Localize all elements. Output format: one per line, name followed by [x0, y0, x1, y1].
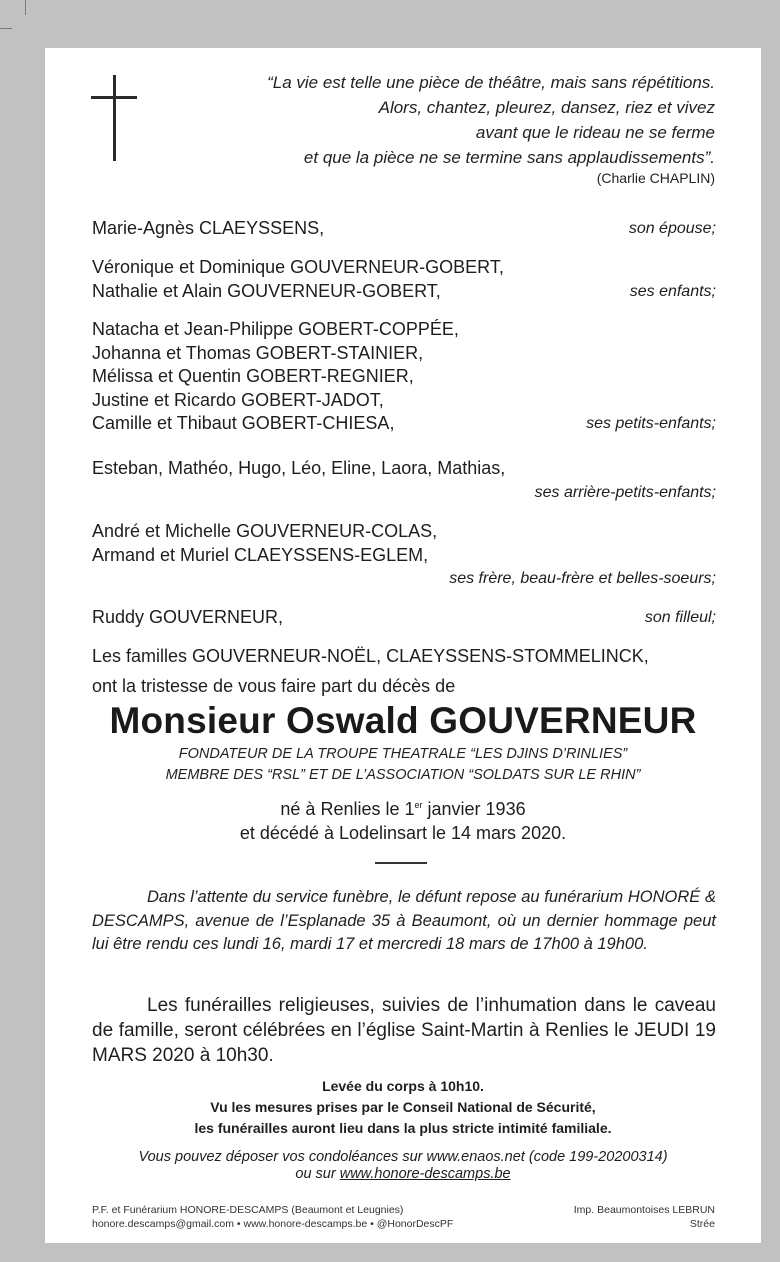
birth-text: né à Renlies le 1 — [280, 799, 415, 819]
family-name: Mélissa et Quentin GOBERT-REGNIER, — [92, 366, 414, 386]
family-group-grandchildren — [92, 318, 716, 436]
cross-icon-bar — [91, 96, 137, 99]
family-relation: son filleul; — [644, 609, 716, 626]
quote-line: Alors, chantez, pleurez, dansez, riez et vivez — [378, 98, 715, 117]
footer-line: P.F. et Funérarium HONORE-DESCAMPS (Beaumont et Leugnies) — [92, 1204, 404, 1216]
notice-line: Levée du corps à 10h10. — [322, 1078, 484, 1094]
footer-contact-line: honore.descamps@gmail.com • www.honore-descamps.be • @HonorDescPF — [92, 1218, 454, 1230]
family-name: Justine et Ricardo GOBERT-JADOT, — [92, 389, 384, 410]
family-name: Camille et Thibaut GOBERT-CHIESA, — [92, 413, 395, 433]
family-relation: ses enfants; — [629, 282, 716, 300]
special-notice — [45, 1076, 761, 1139]
family-name: André et Michelle GOUVERNEUR-COLAS, — [92, 521, 438, 541]
family-name: Nathalie et Alain GOUVERNEUR-GOBERT, — [92, 280, 441, 301]
family-relation: ses petits-enfants; — [586, 415, 716, 432]
quote-line: avant que le rideau ne se ferme — [475, 123, 715, 142]
family-group-godson — [92, 606, 716, 630]
cross-icon — [113, 75, 116, 161]
website-link[interactable]: www.honore-descamps.be — [339, 1166, 511, 1182]
family-name: Les familles GOUVERNEUR-NOËL, CLAEYSSENS-STOMMELINCK, — [92, 646, 649, 666]
announcement-text: ont la tristesse de vous faire part du décès de — [92, 676, 456, 696]
family-group-spouse — [92, 217, 716, 241]
family-relation: son épouse; — [628, 220, 716, 237]
birth-date — [45, 793, 761, 821]
footer-line: Imp. Beaumontoises LEBRUN — [573, 1204, 715, 1216]
funeral-paragraph: Les funérailles religieuses, suivies de l’inhumation dans le caveau de famille, seront célébrées en l’église Saint-Martin à Renlies le JEUDI 19 MARS 2020 à 10h30. — [92, 995, 716, 1066]
visitation-paragraph: Dans l’attente du service funèbre, le défunt repose au funérarium HONORÉ & DESCAMPS, avenue de l’Esplanade 35 à Beaumont, où un dernier hommage peut lui être rendu ces lundi 16, mardi 17 et mercredi 18 mars de 17h00 à 19h00. — [92, 888, 716, 953]
life-dates — [45, 793, 761, 845]
family-group-families — [92, 641, 716, 701]
deceased-title: FONDATEUR DE LA TROUPE THEATRALE “LES DJINS D’RINLIES” — [178, 746, 628, 762]
family-relation: ses arrière-petits-enfants; — [534, 483, 716, 501]
condolences-text: Vous pouvez déposer vos condoléances sur www.enaos.net (code 199-20200314) — [138, 1149, 668, 1165]
deceased-titles — [45, 744, 761, 786]
funeral-home-footer — [92, 1203, 453, 1231]
family-group-siblings — [92, 520, 716, 591]
quote-author: (Charlie CHAPLIN) — [596, 170, 715, 186]
family-group-children — [92, 256, 716, 303]
deceased-name: Monsieur Oswald GOUVERNEUR — [109, 700, 697, 741]
separator-line — [375, 862, 427, 864]
notice-line: les funérailles auront lieu dans la plus stricte intimité familiale. — [194, 1120, 612, 1136]
family-group-great-grandchildren — [92, 457, 716, 504]
crop-mark-horizontal — [0, 28, 12, 29]
crop-mark-vertical — [25, 0, 26, 15]
family-name: Esteban, Mathéo, Hugo, Léo, Eline, Laora, Mathias, — [92, 458, 506, 478]
epigraph-quote — [267, 70, 715, 170]
deceased-title: MEMBRE DES “RSL” ET DE L’ASSOCIATION “SOLDATS SUR LE RHIN” — [165, 767, 641, 783]
quote-line: et que la pièce ne se termine sans applaudissements”. — [303, 148, 715, 167]
footer-line: Strée — [689, 1218, 715, 1230]
notice-line: Vu les mesures prises par le Conseil National de Sécurité, — [210, 1099, 596, 1115]
family-relation: ses frère, beau-frère et belles-soeurs; — [449, 570, 716, 587]
ordinal-sup: er — [414, 800, 423, 810]
condolences-text: ou sur — [295, 1166, 340, 1182]
printer-footer — [574, 1203, 715, 1231]
quote-line: “La vie est telle une pièce de théâtre, mais sans répétitions. — [267, 73, 715, 92]
family-name: Johanna et Thomas GOBERT-STAINIER, — [92, 342, 424, 363]
family-name: Armand et Muriel CLAEYSSENS-EGLEM, — [92, 544, 429, 565]
family-name: Ruddy GOUVERNEUR, — [92, 607, 284, 627]
family-name: Natacha et Jean-Philippe GOBERT-COPPÉE, — [92, 319, 459, 339]
death-date: et décédé à Lodelinsart le 14 mars 2020. — [239, 823, 567, 843]
condolences — [45, 1149, 761, 1183]
birth-text: janvier 1936 — [422, 799, 526, 819]
family-name: Marie-Agnès CLAEYSSENS, — [92, 218, 325, 238]
family-name: Véronique et Dominique GOUVERNEUR-GOBERT, — [92, 257, 504, 277]
